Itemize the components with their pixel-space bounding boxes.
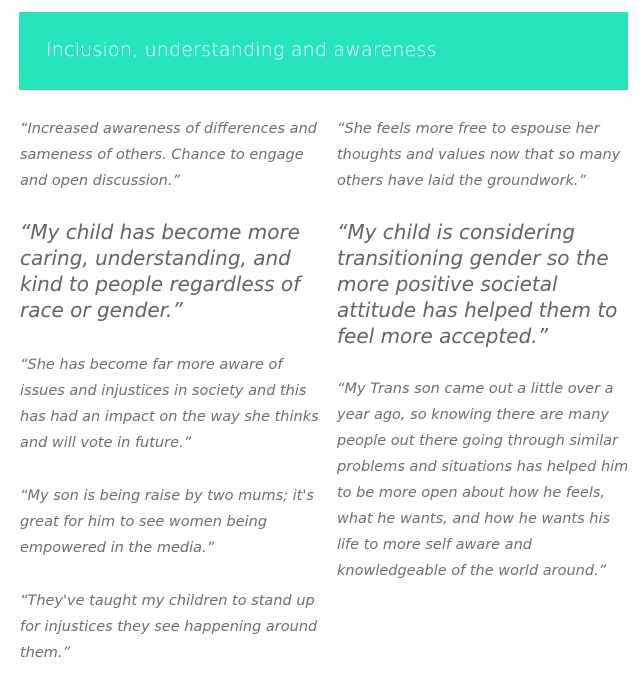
section-header <box>19 12 628 90</box>
quote: “My Trans son came out a little over a year ago, so knowing there are many people out there going through similar problems and situations has helped him to be more open about how he feels, what he wants, and how he wants his life to more self aware and knowledgeable of the world around.” <box>337 381 629 579</box>
quote: “She has become far more aware of issues and injustices in society and this has had an impact on the way she thinks and will vote in future.” <box>20 357 319 451</box>
quote: “They've taught my children to stand up for injustices they see happening around them.” <box>20 593 318 661</box>
section-title: Inclusion, understanding and awareness <box>46 39 437 61</box>
quote: “Increased awareness of differences and sameness of others. Chance to engage and open discussion.” <box>20 121 317 189</box>
right-quote-column <box>337 116 635 584</box>
quote: “She feels more free to espouse her thoughts and values now that so many others have laid the groundwork.” <box>337 121 621 189</box>
left-quote-column <box>20 116 320 666</box>
quote: “My son is being raise by two mums; it's great for him to see women being empowered in the media.” <box>20 488 314 556</box>
featured-quote: “My child has become more caring, understanding, and kind to people regardless of race or gender.” <box>20 220 301 322</box>
featured-quote: “My child is considering transitioning gender so the more positive societal attitude has helped them to feel more accepted.” <box>337 220 618 348</box>
